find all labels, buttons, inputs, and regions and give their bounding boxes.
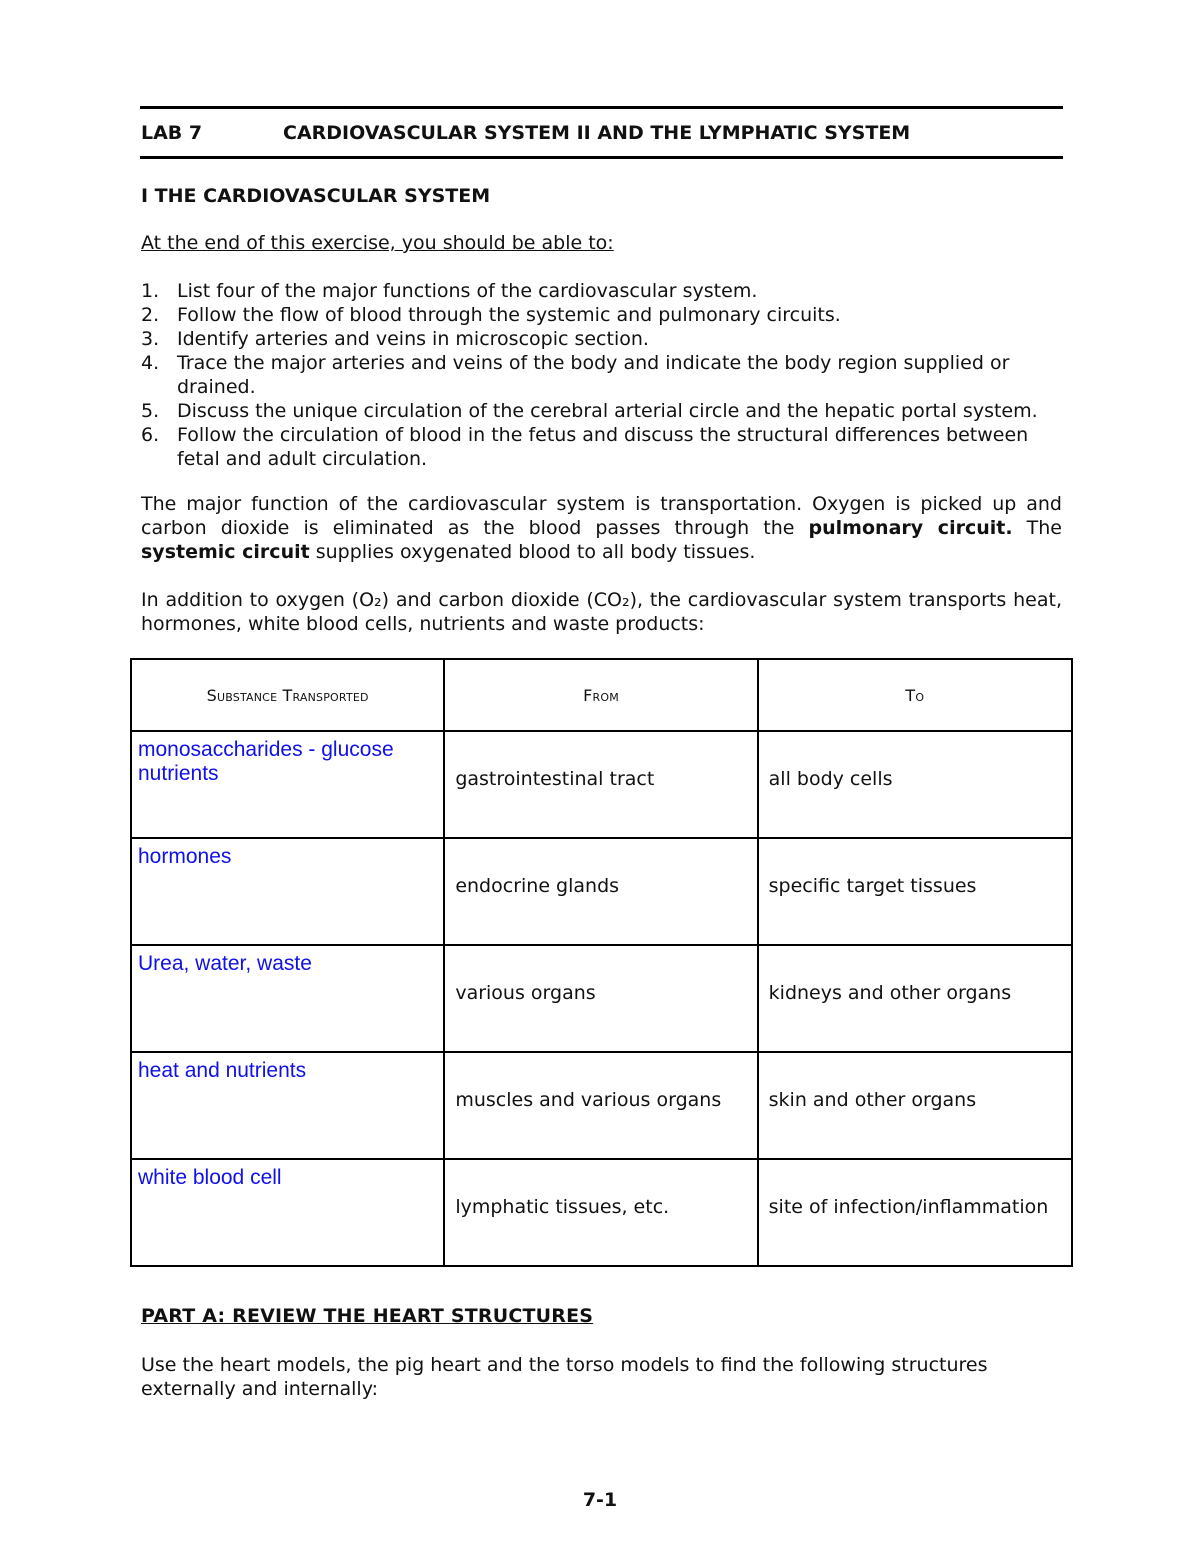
substance-answer: hormones [138,845,232,868]
to-cell: specific target tissues [768,875,977,897]
header-bottom-rule [140,156,1063,159]
section-title: I THE CARDIOVASCULAR SYSTEM [141,185,491,207]
objectives-intro: At the end of this exercise, you should be able to: [141,232,614,254]
table-row [131,731,1072,838]
substance-answer: Urea, water, waste [138,952,312,975]
page-header [141,122,1061,144]
from-cell: gastrointestinal tract [455,768,655,790]
from-cell: endocrine glands [455,875,620,897]
pulmonary-circuit-term: pulmonary circuit. [808,517,1013,539]
to-cell: site of infection/inflammation [768,1196,1049,1218]
objective-item: 3. Identify arteries and veins in microscopic section. [141,328,649,350]
part-a-heading: PART A: REVIEW THE HEART STRUCTURES [141,1305,594,1327]
from-cell: muscles and various organs [455,1089,722,1111]
substances-paragraph: In addition to oxygen (O₂) and carbon dioxide (CO₂), the cardiovascular system transports heat, hormones, white blood cells, nutrients and waste products: [141,589,1062,635]
objective-item: 2. Follow the flow of blood through the systemic and pulmonary circuits. [141,304,841,326]
substance-answer: white blood cell [138,1166,282,1189]
transport-table [130,658,1073,1267]
table-row [131,1052,1072,1159]
table-row [131,945,1072,1052]
table-row [131,1159,1072,1266]
objectives-list [141,279,1066,471]
to-cell: kidneys and other organs [768,982,1012,1004]
from-cell: lymphatic tissues, etc. [455,1196,670,1218]
to-cell: skin and other organs [768,1089,977,1111]
objective-item: 5. Discuss the unique circulation of the cerebral arterial circle and the hepatic portal system. [141,400,1038,422]
to-cell: all body cells [768,768,893,790]
lab-number: LAB 7 [141,122,203,144]
top-rule [140,106,1063,109]
objective-item: 6. Follow the circulation of blood in the fetus and discuss the structural differences between fetal and adult circulation. [141,424,1029,470]
lab-title: CARDIOVASCULAR SYSTEM II AND THE LYMPHATIC SYSTEM [283,122,911,144]
substance-answer: heat and nutrients [138,1059,307,1082]
transport-paragraph: The major function of the cardiovascular system is transportation. Oxygen is picked up and carbon dioxide is eliminated as the blood passes through the pulmonary circuit. The systemic circuit supplies oxygenated blood to all body tissues. [141,493,1062,563]
table-row [131,838,1072,945]
table-header-row [131,659,1072,731]
objective-item: 1. List four of the major functions of the cardiovascular system. [141,280,758,302]
part-a-instructions: Use the heart models, the pig heart and the torso models to find the following structures externally and internally: [141,1354,988,1400]
systemic-circuit-term: systemic circuit [141,541,310,563]
page-number: 7-1 [582,1489,618,1511]
from-cell: various organs [455,982,596,1004]
header-from: From [444,659,757,731]
objective-item: 4. Trace the major arteries and veins of the body and indicate the body region supplied or drained. [141,352,1010,398]
header-to: To [758,659,1072,731]
header-substance: Substance Transported [131,659,444,731]
substance-answer: monosaccharides - glucose nutrients [138,738,394,785]
